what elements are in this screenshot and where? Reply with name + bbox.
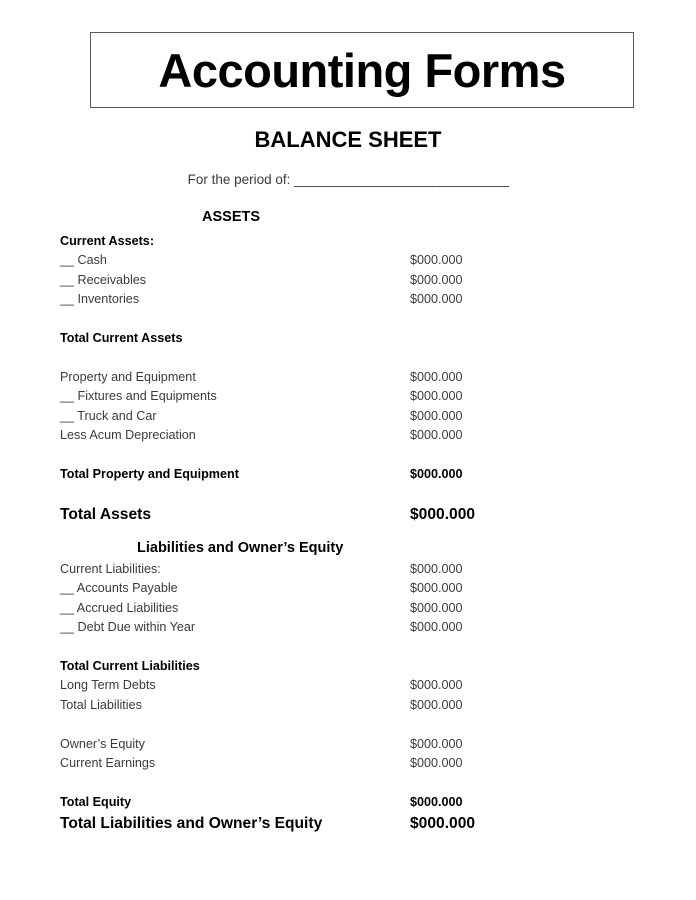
row-amount[interactable]: $000.000 bbox=[410, 736, 463, 751]
statement-row bbox=[60, 657, 640, 676]
statement-row bbox=[60, 735, 640, 754]
row-spacer bbox=[60, 715, 640, 734]
row-amount[interactable]: $000.000 bbox=[410, 466, 463, 481]
row-label: Owner’s Equity bbox=[60, 736, 145, 751]
row-label: __ Accounts Payable bbox=[60, 581, 178, 596]
statement-row bbox=[60, 387, 640, 406]
row-amount[interactable]: $000.000 bbox=[410, 389, 463, 404]
row-label: __ Fixtures and Equipments bbox=[60, 389, 217, 404]
row-spacer bbox=[60, 445, 640, 464]
statement-row bbox=[60, 560, 640, 579]
row-amount[interactable]: $000.000 bbox=[410, 408, 463, 423]
row-amount[interactable]: $000.000 bbox=[410, 581, 463, 596]
statement-row bbox=[60, 579, 640, 598]
row-amount[interactable]: $000.000 bbox=[410, 562, 463, 576]
row-spacer bbox=[60, 484, 640, 503]
row-amount[interactable]: $000.000 bbox=[410, 678, 463, 693]
row-spacer bbox=[60, 773, 640, 792]
row-amount[interactable]: $000.000 bbox=[410, 506, 476, 524]
period-fill-line[interactable]: _______________________________ bbox=[294, 172, 509, 187]
row-label: Total Liabilities bbox=[60, 697, 142, 712]
assets-section-heading: ASSETS bbox=[202, 209, 261, 225]
row-spacer bbox=[60, 310, 640, 329]
row-label: Less Acum Depreciation bbox=[60, 427, 196, 442]
row-amount[interactable]: $000.000 bbox=[410, 272, 463, 287]
statement-row bbox=[60, 290, 640, 309]
row-label: Current Earnings bbox=[60, 755, 156, 770]
statement-row bbox=[60, 251, 640, 270]
row-label: __ Debt Due within Year bbox=[60, 620, 196, 635]
row-label: Total Current Liabilities bbox=[60, 658, 200, 673]
statement-row bbox=[60, 329, 640, 348]
row-spacer bbox=[60, 348, 640, 367]
row-spacer bbox=[60, 638, 640, 657]
row-label: __ Cash bbox=[60, 253, 107, 268]
row-label: __ Accrued Liabilities bbox=[60, 600, 179, 615]
statement-row bbox=[60, 812, 640, 836]
row-amount[interactable]: $000.000 bbox=[410, 815, 476, 833]
row-amount[interactable]: $000.000 bbox=[410, 620, 463, 635]
statement-row bbox=[60, 407, 640, 426]
statement-row bbox=[60, 271, 640, 290]
row-amount[interactable]: $000.000 bbox=[410, 697, 463, 712]
assets-statement-table bbox=[60, 232, 640, 527]
period-label: For the period of: bbox=[187, 172, 291, 187]
row-label: Current Assets: bbox=[60, 234, 155, 248]
row-label: Total Equity bbox=[60, 794, 132, 809]
liabilities-statement-table bbox=[60, 560, 640, 836]
row-label: __ Inventories bbox=[60, 292, 140, 307]
page-title: Accounting Forms bbox=[158, 43, 566, 97]
row-label: Property and Equipment bbox=[60, 369, 196, 384]
row-amount[interactable]: $000.000 bbox=[410, 253, 463, 268]
row-label: Total Liabilities and Owner’s Equity bbox=[60, 815, 323, 833]
row-label: __ Truck and Car bbox=[60, 408, 157, 423]
statement-row bbox=[60, 465, 640, 484]
statement-row bbox=[60, 754, 640, 773]
statement-row bbox=[60, 793, 640, 812]
document-subtitle: BALANCE SHEET bbox=[254, 127, 442, 152]
row-label: Long Term Debts bbox=[60, 678, 156, 693]
statement-row bbox=[60, 676, 640, 695]
row-amount[interactable]: $000.000 bbox=[410, 794, 463, 809]
row-amount[interactable]: $000.000 bbox=[410, 369, 463, 384]
row-amount[interactable]: $000.000 bbox=[410, 600, 463, 615]
statement-row bbox=[60, 599, 640, 618]
row-label: Total Assets bbox=[60, 506, 151, 524]
statement-row bbox=[60, 426, 640, 445]
row-label: __ Receivables bbox=[60, 272, 147, 287]
row-label: Total Property and Equipment bbox=[60, 466, 239, 481]
row-label: Total Current Assets bbox=[60, 330, 183, 345]
row-amount[interactable]: $000.000 bbox=[410, 755, 463, 770]
form-title-box bbox=[90, 32, 634, 108]
statement-row bbox=[60, 503, 640, 527]
row-amount[interactable]: $000.000 bbox=[410, 427, 463, 442]
statement-row bbox=[60, 618, 640, 637]
row-amount[interactable]: $000.000 bbox=[410, 292, 463, 307]
statement-row bbox=[60, 696, 640, 715]
period-row bbox=[0, 172, 696, 187]
liabilities-section-heading: Liabilities and Owner’s Equity bbox=[137, 540, 344, 556]
row-label: Current Liabilities: bbox=[60, 562, 161, 576]
statement-row bbox=[60, 368, 640, 387]
statement-row bbox=[60, 232, 640, 251]
